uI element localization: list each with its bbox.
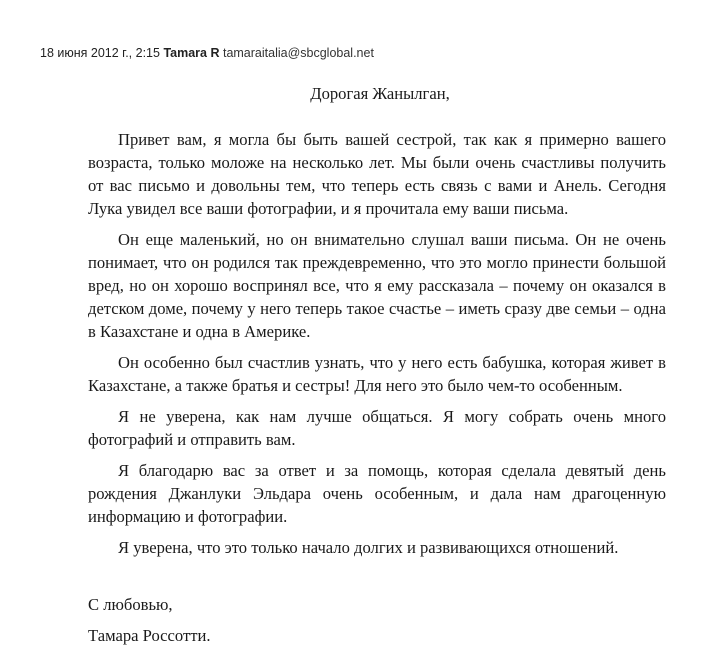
email-date: 18 июня 2012 г., 2:15: [40, 46, 160, 60]
letter-paragraph: Я уверена, что это только начало долгих и развивающихся отношений.: [118, 538, 619, 557]
letter-greeting: Дорогая Жанылган,: [310, 84, 450, 103]
letter-paragraph: Я благодарю вас за ответ и за помощь, которая сделала девятый день рождения Джанлуки Эльдара очень особенным, и дала нам драгоценную информацию и фотографии.: [88, 461, 666, 526]
letter-paragraph: Он особенно был счастлив узнать, что у него есть бабушка, которая живет в Казахстане, а также братья и сестры! Для него это было чем-то особенным.: [88, 353, 666, 395]
letter-paragraph: Привет вам, я могла бы быть вашей сестрой, так как я примерно вашего возраста, только моложе на несколько лет. Мы были очень счастливы получить от вас письмо и довольны тем, что теперь есть связь с вами и Анель. Сегодня Лука увидел все ваши фотографии, и я прочитала ему ваши письма.: [88, 130, 666, 218]
letter-paragraph: Он еще маленький, но он внимательно слушал ваши письма. Он не очень понимает, что он родился так преждевременно, что это могло принести большой вред, но он хорошо воспринял все, что я ему рассказала – почему он оказался в детском доме, почему у него теперь такое счастье – иметь сразу две семьи – одна в Казахстане и одна в Америке.: [88, 230, 666, 341]
email-address: tamaraitalia@sbcglobal.net: [222, 46, 374, 60]
letter-signature: Тамара Россотти.: [88, 626, 211, 645]
letter-paragraph: Я не уверена, как нам лучше общаться. Я могу собрать очень много фотографий и отправить вам.: [88, 407, 666, 449]
letter-body: [88, 82, 666, 647]
email-header: [40, 46, 374, 60]
email-sender: Tamara R: [163, 46, 220, 60]
letter-closing: С любовью,: [88, 595, 173, 614]
